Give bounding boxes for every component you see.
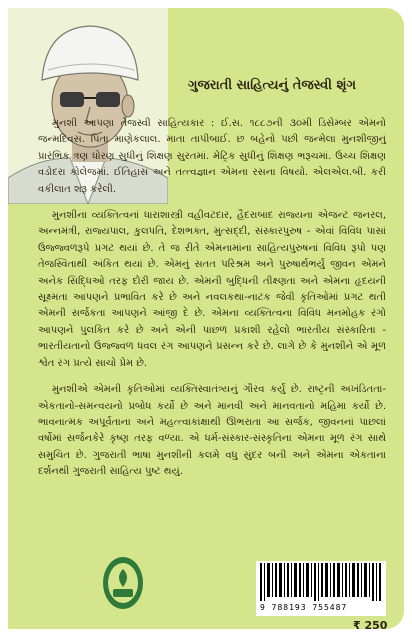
bio-paragraph: મુનશીના વ્યક્તિત્વનાં ધારાશાસ્ત્રી વહીવટદાર, હૈદરાબાદ રાજ્યના એજન્ટ જનરલ, અન્નમંત્રી, રાજ્યપાલ, કુલપતિ, દેશભક્ત, મુત્સદ્દી, સંસ્કારપુરુષ - એવાં વિવિધ પાસાં ઉજ્જ્વળરૂપે પ્રગટ થયાં છે. તે જ રીતે એમનામાંના સાહિત્યપુરુષનાં વિવિધ રૂપો પણ તેજસ્વિતાથી અંકિત થયાં છે. એમનું સતત પરિશ્રમ અને પુરુષાર્થભર્યું જીવન એમને અનેક સિદ્ધિઓ તરફ દોરી જાય છે. એમની બુદ્ધિની તીક્ષ્ણતા અને એમના હૃદયની સૂક્ષ્મતા આપણને પ્રભાવિત કરે છે અને નવલકથા-નાટક જેવી કૃતિઓમાં પ્રગટ થતી એમની સર્જકતા આપણને આંજી દે છે. એમના વ્યક્તિત્વના વિવિધ મનમોહક રંગો આપણને પુલકિત કરે છે અને એની પાછળ પ્રકાશી રહેલો ભારતીય સંસ્કારિતા - ભારતીયતાનો ઉજ્જ્વળ ધવલ રંગ આપણને પ્રસન્ન કરે છે. લાગે છે કે મુનશીને એ મૂળ શ્વેત રંગ પ્રત્યે સાચો પ્રેમ છે. xyxy=(38,210,386,369)
isbn-barcode xyxy=(256,561,386,616)
bio-paragraph: મુનશી આપણા તેજસ્વી સાહિત્યકાર : ઈ.સ. ૧૮૮૭ની ૩૦મી ડિસેમ્બર એમનો જન્મદિવસ. પિતા માણેકલાલ. માતા તાપીબાઈ. છ બહેનો પછી જન્મેલા મુનશીજીનું પ્રારંભિક ત્રણ ધોરણ સુધીનું શિક્ષણ સુરતમાં. મેટ્રિક સુધીનું શિક્ષણ ભરૂચમાં. ઉચ્ચ શિક્ષણ વડોદરા કોલેજમાં. ઈતિહાસ અને તત્ત્વજ્ઞાન એમના રસના વિષયો. એલએલ.બી. કરી વકીલાત શરૂ કરેલી. xyxy=(38,118,386,195)
price-label: ₹ 250 xyxy=(353,619,388,629)
back-cover xyxy=(8,8,404,629)
publisher-logo-icon xyxy=(101,555,145,611)
bio-paragraph: મુનશીએ એમની કૃતિઓમાં વ્યક્તિસ્વાતંત્ર્યનું ગૌરવ કર્યું છે. રાષ્ટ્રની અખંડિતતા-એકતાનો-સમન્વયનો પ્રબોધ કર્યો છે અને માનવી અને માનવતાનો મહિમા કર્યો છે. ભાવનાત્મક અપૂર્વતાના અને મહત્ત્વાકાંક્ષાથી ઊભરાતા આ સર્જક, જીવનનાં પાછલાં વર્ષોમાં સર્જનકેરે કૃષ્ણ તરફ વળ્યા. એ ધર્મ-સંસ્કાર-સંસ્કૃતિના એમના મૂળ રંગ સાથે સમુચિત છે. ગુજરાતી ભાષા મુનશીની કલમે વધુ સુંદર બની અને એમના એકતાના દર્શનથી ગુજરાતી સાહિત્ય પુષ્ટ થયું. xyxy=(38,384,386,478)
book-title-heading: ગુજરાતી સાહિત્યનું તેજસ્વી શૃંગ xyxy=(188,78,356,93)
isbn-digits: 9 788193 755487 xyxy=(260,603,348,612)
author-biography xyxy=(38,116,386,491)
barcode-bars xyxy=(256,561,386,603)
